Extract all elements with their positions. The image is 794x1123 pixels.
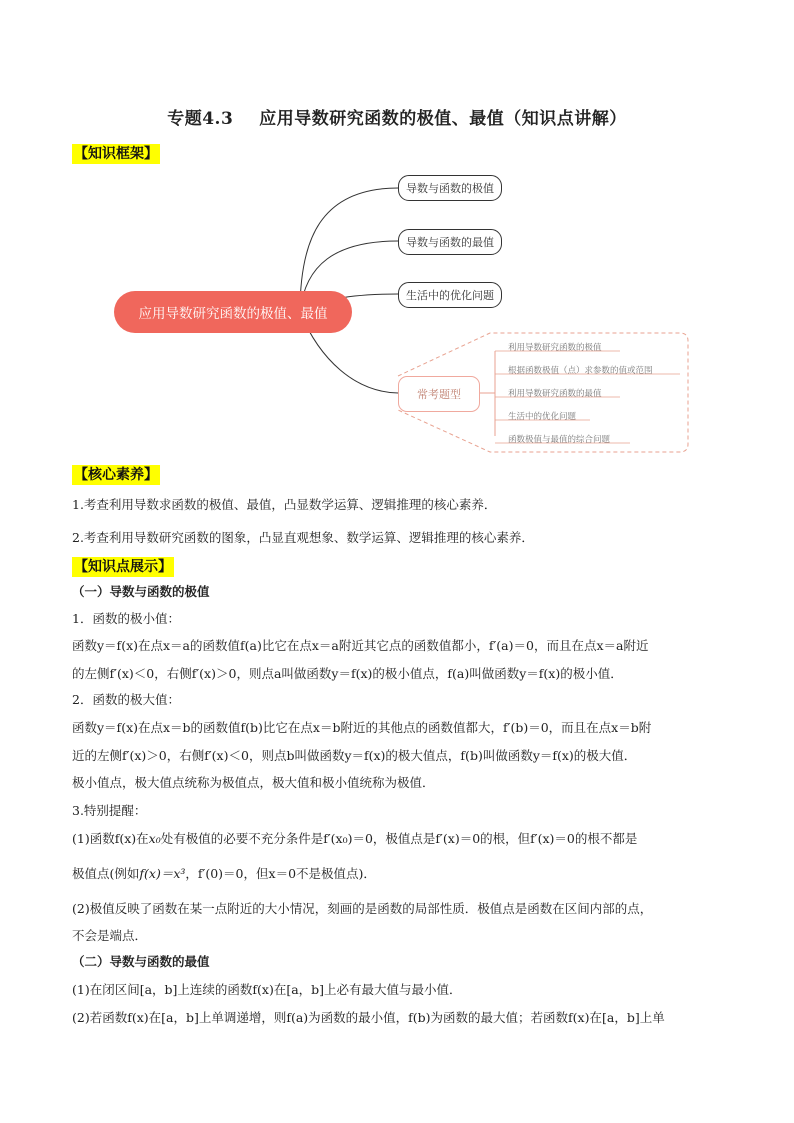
subheading: （二）导数与函数的最值 [72, 954, 210, 969]
literacy-item: 2.考查利用导数研究函数的图象，凸显直观想象、数学运算、逻辑推理的核心素养． [72, 530, 534, 545]
paragraph-line: 极小值点，极大值点统称为极值点，极大值和极小值统称为极值． [72, 775, 435, 790]
paragraph-line: (1)在闭区间[a，b]上连续的函数f(x)在[a，b]上必有最大值与最小值． [72, 982, 462, 997]
paragraph-title: 3.特别提醒： [72, 803, 147, 818]
branch-extreme-value: 导数与函数的极值 [398, 175, 502, 201]
paragraph-line: 近的左侧f′(x)＞0，右侧f′(x)＜0，则点b叫做函数y＝f(x)的极大值点，f(b)叫做函数y＝f(x)的极大值． [72, 748, 637, 763]
leaf-item: 利用导数研究函数的最值 [508, 389, 602, 399]
paragraph-line: (2)极值反映了函数在某一点附近的大小情况，刻画的是函数的局部性质．极值点是函数在区间内部的点， [72, 901, 653, 916]
paragraph-line [72, 831, 722, 847]
text-span: ，f′(0)＝0，但x＝0不是极值点)． [185, 866, 376, 881]
mindmap-connectors [0, 0, 794, 470]
leaf-item: 生活中的优化问题 [508, 412, 577, 422]
paragraph-line: 函数y＝f(x)在点x＝a的函数值f(a)比它在点x＝a附近其它点的函数值都小，f′(a)＝0，而且在点x＝a附近 [72, 638, 649, 653]
title-number: 专题4.3 [167, 109, 234, 129]
text-span: (1)函数f(x)在 [72, 831, 149, 846]
text-span: 极值点(例如 [72, 866, 140, 881]
math-variable: x₀ [148, 831, 161, 846]
leaf-item: 函数极值与最值的综合问题 [508, 435, 611, 445]
section-tag-framework: 【知识框架】 [74, 146, 158, 162]
section-tag-literacy: 【核心素养】 [74, 467, 158, 483]
paragraph-line [72, 866, 722, 882]
branch-max-min-value: 导数与函数的最值 [398, 229, 502, 255]
math-formula: f(x)＝x³ [139, 866, 186, 881]
subheading: （一）导数与函数的极值 [72, 584, 210, 599]
paragraph-title: 2．函数的极大值： [72, 692, 180, 707]
branch-optimization: 生活中的优化问题 [398, 282, 502, 308]
mindmap-topic: 常考题型 [398, 376, 480, 412]
section-tag-knowledge: 【知识点展示】 [74, 559, 172, 575]
text-span: 处有极值的必要不充分条件是f′(x₀)＝0，极值点是f′(x)＝0的根，但f′(x)＝0的根不都是 [160, 831, 638, 846]
paragraph-line: 不会是端点． [72, 928, 148, 943]
leaf-item: 根据函数极值（点）求参数的值或范围 [508, 366, 653, 376]
leaf-item: 利用导数研究函数的极值 [508, 343, 602, 353]
literacy-item: 1.考查利用导数求函数的极值、最值，凸显数学运算、逻辑推理的核心素养． [72, 497, 497, 512]
paragraph-line: 函数y＝f(x)在点x＝b的函数值f(b)比它在点x＝b附近的其他点的函数值都大，f′(b)＝0，而且在点x＝b附 [72, 720, 652, 735]
mindmap-root: 应用导数研究函数的极值、最值 [114, 291, 352, 333]
paragraph-line: 的左侧f′(x)＜0，右侧f′(x)＞0，则点a叫做函数y＝f(x)的极小值点，f(a)叫做函数y＝f(x)的极小值． [72, 666, 623, 681]
title-text: 应用导数研究函数的极值、最值（知识点讲解） [259, 109, 627, 129]
paragraph-title: 1．函数的极小值： [72, 611, 180, 626]
paragraph-line: (2)若函数f(x)在[a，b]上单调递增，则f(a)为函数的最小值，f(b)为函数的最大值；若函数f(x)在[a，b]上单 [72, 1010, 665, 1025]
